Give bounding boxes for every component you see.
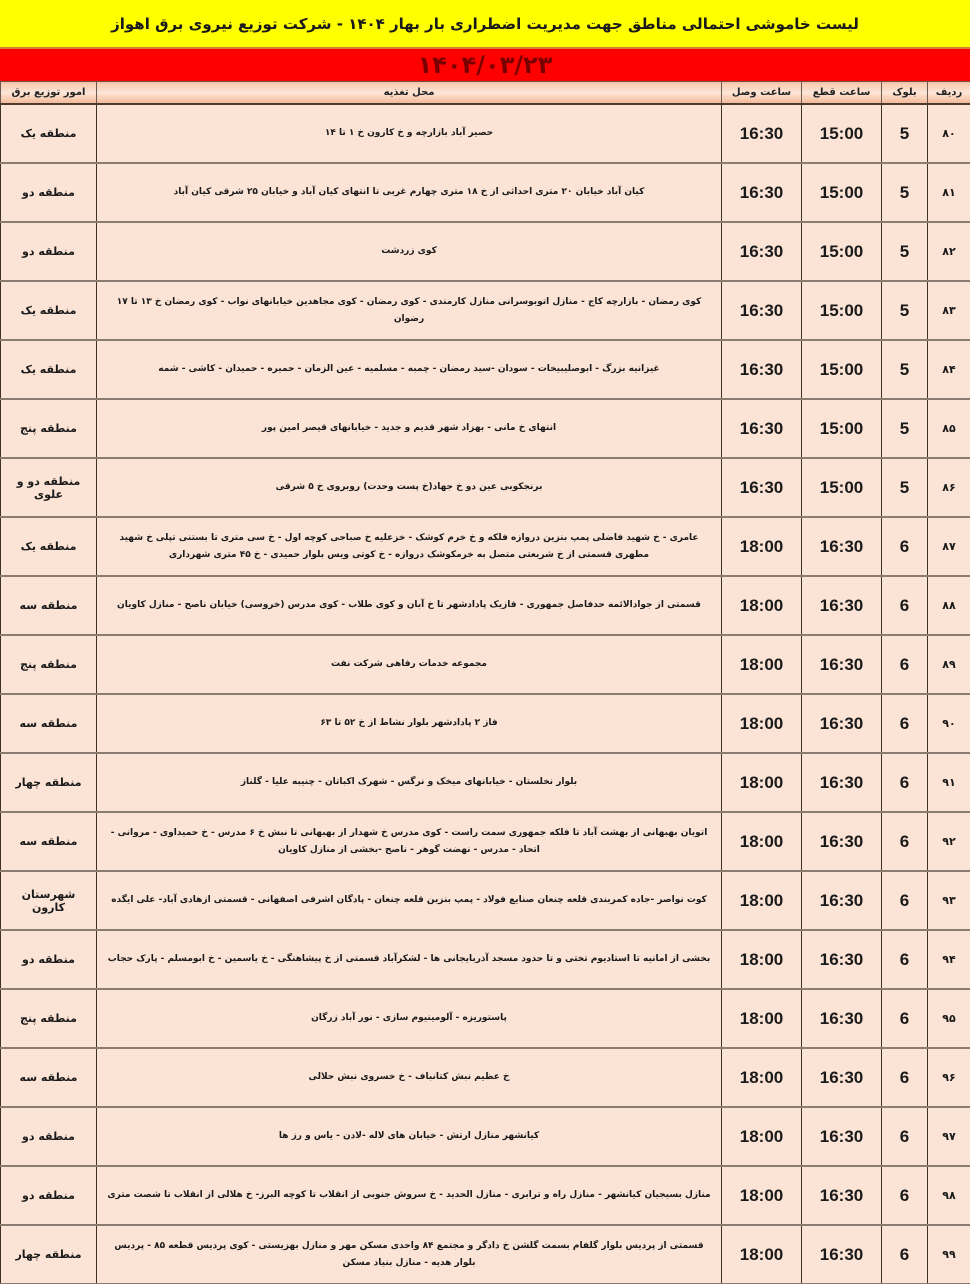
- block-cell: 6: [882, 989, 928, 1048]
- col-header-row-number: ردیف: [928, 82, 970, 105]
- location-cell: خ عظیم نبش کتانباف - خ خسروی نبش حلالی: [97, 1048, 722, 1107]
- table-row: [1, 694, 970, 753]
- district-cell: منطقه سه: [1, 694, 97, 753]
- reconnect-time-cell: 16:30: [722, 163, 802, 222]
- cut-time-cell: 16:30: [802, 635, 882, 694]
- table-row: [1, 458, 970, 517]
- table-row: [1, 163, 970, 222]
- cut-time-cell: 15:00: [802, 104, 882, 163]
- reconnect-time-cell: 18:00: [722, 989, 802, 1048]
- row-number-cell: ۸۰: [928, 104, 970, 163]
- block-cell: 6: [882, 930, 928, 989]
- block-cell: 5: [882, 222, 928, 281]
- table-row: [1, 222, 970, 281]
- table-row: [1, 753, 970, 812]
- row-number-cell: ۸۴: [928, 340, 970, 399]
- block-cell: 5: [882, 458, 928, 517]
- block-cell: 5: [882, 340, 928, 399]
- cut-time-cell: 15:00: [802, 458, 882, 517]
- reconnect-time-cell: 18:00: [722, 1048, 802, 1107]
- table-header-row: [1, 82, 970, 105]
- schedule-date: ۱۴۰۴/۰۳/۲۳: [418, 51, 553, 79]
- block-cell: 5: [882, 104, 928, 163]
- col-header-cut-time: ساعت قطع: [802, 82, 882, 105]
- cut-time-cell: 16:30: [802, 753, 882, 812]
- district-cell: منطقه چهار: [1, 753, 97, 812]
- cut-time-cell: 16:30: [802, 812, 882, 871]
- location-cell: مجموعه خدمات رفاهی شرکت نفت: [97, 635, 722, 694]
- location-cell: قسمتی از جوادالائمه حدفاصل جمهوری - فازیک پادادشهر تا خ آبان و کوی طلاب - کوی مدرس (خروسی) خیابان ناصح - منازل کاویان: [97, 576, 722, 635]
- reconnect-time-cell: 18:00: [722, 517, 802, 576]
- row-number-cell: ۸۳: [928, 281, 970, 340]
- location-cell: کیان آباد خیابان ۲۰ متری احداثی از خ ۱۸ متری چهارم غربی تا انتهای کیان آباد و خیابان ۲۵ شرقی کیان آباد: [97, 163, 722, 222]
- cut-time-cell: 15:00: [802, 163, 882, 222]
- outage-schedule-table: [0, 81, 970, 1284]
- table-row: [1, 989, 970, 1048]
- title-banner: [0, 0, 970, 47]
- row-number-cell: ۸۷: [928, 517, 970, 576]
- location-cell: حصیر آباد بازارچه و خ کارون خ ۱ تا ۱۴: [97, 104, 722, 163]
- reconnect-time-cell: 16:30: [722, 458, 802, 517]
- block-cell: 6: [882, 871, 928, 930]
- row-number-cell: ۹۸: [928, 1166, 970, 1225]
- reconnect-time-cell: 16:30: [722, 399, 802, 458]
- row-number-cell: ۹۳: [928, 871, 970, 930]
- location-cell: پاستوریزه - آلومینیوم سازی - نور آباد زرگان: [97, 989, 722, 1048]
- table-row: [1, 399, 970, 458]
- reconnect-time-cell: 18:00: [722, 1166, 802, 1225]
- reconnect-time-cell: 18:00: [722, 930, 802, 989]
- reconnect-time-cell: 16:30: [722, 340, 802, 399]
- cut-time-cell: 15:00: [802, 281, 882, 340]
- location-cell: کوت نواصر -جاده کمربندی قلعه چنعان صنایع فولاد - پمپ بنزین قلعه چنعان - پادگان اشرفی اصفهانی - قسمتی ازهادی آباد- علی ایگده: [97, 871, 722, 930]
- district-cell: منطقه دو: [1, 163, 97, 222]
- reconnect-time-cell: 18:00: [722, 753, 802, 812]
- location-cell: کوی رمضان - بازارچه کاج - منازل اتوبوسرانی منازل کارمندی - کوی رمضان - کوی مجاهدین خیابانهای نواب - کوی رمضان خ ۱۳ تا ۱۷ رضوان: [97, 281, 722, 340]
- district-cell: منطقه دو و علوی: [1, 458, 97, 517]
- col-header-location: محل تغذیه: [97, 82, 722, 105]
- table-row: [1, 517, 970, 576]
- table-row: [1, 104, 970, 163]
- table-row: [1, 340, 970, 399]
- block-cell: 6: [882, 517, 928, 576]
- reconnect-time-cell: 16:30: [722, 104, 802, 163]
- location-cell: عامری - خ شهید فاضلی پمپ بنزین دروازه فلکه و خ خرم کوشک - خزعلیه خ صباحی کوچه اول - خ سی متری تا بستنی تپلی خ شهید مطهری قسمتی از خ شریعتی متصل به خرمکوشک دروازه - خ کوتی ویس بلوار حمیدی - خ ۴۵ متری شهرداری: [97, 517, 722, 576]
- row-number-cell: ۸۸: [928, 576, 970, 635]
- block-cell: 6: [882, 635, 928, 694]
- table-row: [1, 281, 970, 340]
- col-header-district: امور توزیع برق: [1, 82, 97, 105]
- date-banner: [0, 47, 970, 81]
- district-cell: منطقه سه: [1, 812, 97, 871]
- block-cell: 5: [882, 399, 928, 458]
- district-cell: منطقه یک: [1, 517, 97, 576]
- block-cell: 5: [882, 281, 928, 340]
- block-cell: 6: [882, 576, 928, 635]
- table-row: [1, 1166, 970, 1225]
- location-cell: فاز ۲ پادادشهر بلوار نشاط از خ ۵۲ تا ۶۳: [97, 694, 722, 753]
- cut-time-cell: 16:30: [802, 517, 882, 576]
- row-number-cell: ۹۶: [928, 1048, 970, 1107]
- reconnect-time-cell: 18:00: [722, 694, 802, 753]
- block-cell: 6: [882, 812, 928, 871]
- reconnect-time-cell: 18:00: [722, 1225, 802, 1284]
- cut-time-cell: 16:30: [802, 1048, 882, 1107]
- cut-time-cell: 16:30: [802, 1107, 882, 1166]
- district-cell: منطقه یک: [1, 340, 97, 399]
- district-cell: منطقه یک: [1, 104, 97, 163]
- col-header-block: بلوک: [882, 82, 928, 105]
- block-cell: 6: [882, 753, 928, 812]
- table-row: [1, 576, 970, 635]
- location-cell: انتهای خ مانی - بهزاد شهر قدیم و جدید - خیابانهای قیصر امین پور: [97, 399, 722, 458]
- block-cell: 5: [882, 163, 928, 222]
- cut-time-cell: 16:30: [802, 694, 882, 753]
- row-number-cell: ۹۰: [928, 694, 970, 753]
- row-number-cell: ۹۹: [928, 1225, 970, 1284]
- district-cell: منطقه پنج: [1, 635, 97, 694]
- location-cell: بخشی از امانیه تا استادیوم تختی و تا حدود مسجد آذربایجانی ها - لشکرآباد قسمتی از خ پیشاهنگی - خ یاسمین - خ ابومسلم - پارک حجاب: [97, 930, 722, 989]
- district-cell: منطقه سه: [1, 576, 97, 635]
- row-number-cell: ۹۱: [928, 753, 970, 812]
- cut-time-cell: 16:30: [802, 871, 882, 930]
- block-cell: 6: [882, 1166, 928, 1225]
- table-row: [1, 1225, 970, 1284]
- reconnect-time-cell: 18:00: [722, 576, 802, 635]
- location-cell: منازل بسیجیان کیانشهر - منازل راه و ترابری - منازل الحدید - خ سروش جنوبی از انقلاب تا کوچه البرز- خ هلالی از انقلاب تا شصت متری: [97, 1166, 722, 1225]
- block-cell: 6: [882, 1225, 928, 1284]
- row-number-cell: ۹۷: [928, 1107, 970, 1166]
- cut-time-cell: 16:30: [802, 1225, 882, 1284]
- location-cell: بلوار نخلستان - خیابانهای میخک و نرگس - شهرک اکباتان - چنیبه علیا - گلناز: [97, 753, 722, 812]
- block-cell: 6: [882, 694, 928, 753]
- reconnect-time-cell: 16:30: [722, 281, 802, 340]
- row-number-cell: ۸۱: [928, 163, 970, 222]
- district-cell: منطقه چهار: [1, 1225, 97, 1284]
- row-number-cell: ۹۴: [928, 930, 970, 989]
- cut-time-cell: 16:30: [802, 930, 882, 989]
- location-cell: کوی زردشت: [97, 222, 722, 281]
- reconnect-time-cell: 18:00: [722, 812, 802, 871]
- cut-time-cell: 15:00: [802, 222, 882, 281]
- location-cell: قسمتی از پردیس بلوار گلفام بسمت گلشن خ دادگر و مجتمع ۸۴ واحدی مسکن مهر و منازل بهزیستی - کوی پردیس قطعه ۸۵ - پردیس بلوار هدیه - منازل بنیاد مسکن: [97, 1225, 722, 1284]
- row-number-cell: ۸۶: [928, 458, 970, 517]
- district-cell: منطقه یک: [1, 281, 97, 340]
- location-cell: کیانشهر منازل ارتش - خیابان های لاله -لادن - یاس و رز ها: [97, 1107, 722, 1166]
- cut-time-cell: 16:30: [802, 576, 882, 635]
- row-number-cell: ۸۵: [928, 399, 970, 458]
- row-number-cell: ۹۲: [928, 812, 970, 871]
- district-cell: منطقه دو: [1, 222, 97, 281]
- location-cell: برنجکوبی عین دو خ جهاد(خ پست وحدت) روبروی خ ۵ شرقی: [97, 458, 722, 517]
- district-cell: منطقه سه: [1, 1048, 97, 1107]
- reconnect-time-cell: 18:00: [722, 871, 802, 930]
- row-number-cell: ۸۲: [928, 222, 970, 281]
- district-cell: منطقه پنج: [1, 989, 97, 1048]
- cut-time-cell: 15:00: [802, 340, 882, 399]
- table-row: [1, 1107, 970, 1166]
- block-cell: 6: [882, 1107, 928, 1166]
- reconnect-time-cell: 18:00: [722, 1107, 802, 1166]
- district-cell: منطقه دو: [1, 1107, 97, 1166]
- block-cell: 6: [882, 1048, 928, 1107]
- cut-time-cell: 16:30: [802, 1166, 882, 1225]
- row-number-cell: ۹۵: [928, 989, 970, 1048]
- location-cell: غیزانیه بزرگ - ابوصلیبیخات - سودان -سید رمضان - چمبه - مسلمیه - عین الزمان - حمیره - حمیدان - کاشی - شمه: [97, 340, 722, 399]
- row-number-cell: ۸۹: [928, 635, 970, 694]
- reconnect-time-cell: 16:30: [722, 222, 802, 281]
- table-row: [1, 812, 970, 871]
- district-cell: منطقه دو: [1, 1166, 97, 1225]
- table-row: [1, 1048, 970, 1107]
- district-cell: منطقه پنج: [1, 399, 97, 458]
- district-cell: شهرستان کارون: [1, 871, 97, 930]
- district-cell: منطقه دو: [1, 930, 97, 989]
- page-title: لیست خاموشی احتمالی مناطق جهت مدیریت اضطراری بار بهار ۱۴۰۴ - شرکت توزیع نیروی برق اهواز: [111, 15, 859, 33]
- table-row: [1, 635, 970, 694]
- reconnect-time-cell: 18:00: [722, 635, 802, 694]
- table-row: [1, 871, 970, 930]
- location-cell: اتوبان بهبهانی از بهشت آباد تا فلکه جمهوری سمت راست - کوی مدرس خ شهدار از بهبهانی تا نبش خ ۶ مدرس - خ حمیداوی - مروانی - اتحاد - مدرس - نهضت گوهر - ناصح -بخشی از منازل کاویان: [97, 812, 722, 871]
- col-header-reconnect-time: ساعت وصل: [722, 82, 802, 105]
- cut-time-cell: 15:00: [802, 399, 882, 458]
- table-row: [1, 930, 970, 989]
- cut-time-cell: 16:30: [802, 989, 882, 1048]
